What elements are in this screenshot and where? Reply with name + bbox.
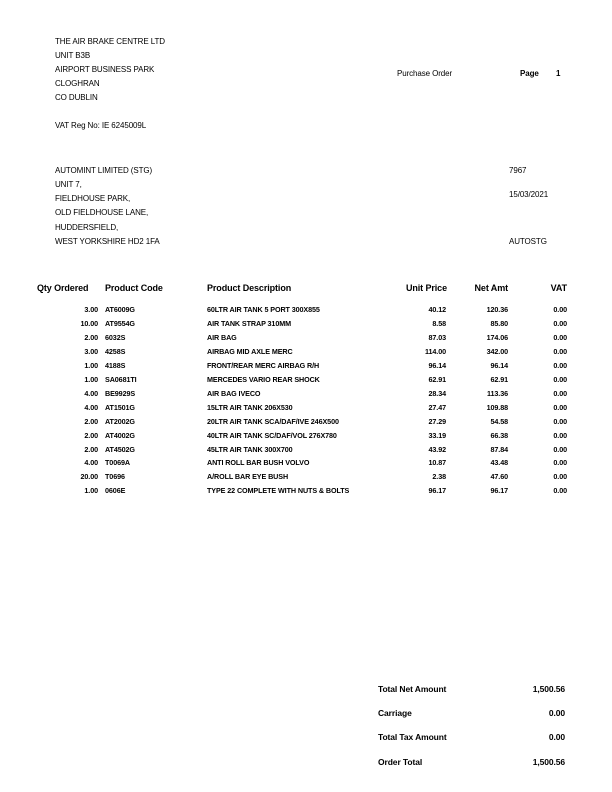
cell-qty: 3.00	[84, 346, 98, 356]
cell-vat: 0.00	[553, 360, 567, 370]
cell-product-code: BE9929S	[105, 388, 136, 398]
order-date: 15/03/2021	[509, 190, 549, 199]
order-number: 7967	[509, 166, 527, 175]
cell-product-code: AT6009G	[105, 305, 135, 314]
cell-unit-price: 27.47	[428, 402, 446, 412]
cell-product-description: FRONT/REAR MERC AIRBAG R/H	[207, 360, 320, 370]
cell-net-amt: 342.00	[486, 346, 508, 356]
cell-product-description: ANTI ROLL BAR BUSH VOLVO	[207, 458, 310, 468]
cell-unit-price: 43.92	[428, 444, 446, 454]
cell-product-description: 15LTR AIR TANK 206X530	[207, 402, 293, 412]
supplier-address-line: CO DUBLIN	[55, 93, 98, 102]
cell-vat: 0.00	[553, 332, 567, 342]
customer-address-line: WEST YORKSHIRE HD2 1FA	[55, 237, 160, 246]
cell-vat: 0.00	[553, 318, 567, 328]
carriage-label: Carriage	[378, 708, 412, 718]
total-tax-amount-value: 0.00	[548, 732, 565, 742]
order-total-value: 1,500.56	[532, 757, 565, 767]
cell-qty: 1.00	[84, 486, 98, 496]
table-row	[0, 305, 612, 317]
table-row	[0, 333, 612, 345]
cell-unit-price: 96.14	[428, 360, 446, 370]
cell-qty: 3.00	[84, 305, 98, 314]
cell-qty: 2.00	[84, 430, 98, 440]
cell-net-amt: 66.38	[490, 430, 508, 440]
cell-qty: 4.00	[84, 458, 98, 468]
cell-product-description: AIR BAG IVECO	[207, 388, 261, 398]
header-vat: VAT	[550, 283, 567, 293]
cell-unit-price: 40.12	[428, 305, 446, 314]
cell-qty: 2.00	[84, 416, 98, 426]
customer-address-line: UNIT 7,	[55, 180, 82, 189]
cell-net-amt: 43.48	[490, 458, 508, 468]
cell-product-code: 0606E	[105, 486, 126, 496]
cell-net-amt: 85.80	[490, 318, 508, 328]
table-row	[0, 486, 612, 498]
cell-net-amt: 54.58	[490, 416, 508, 426]
cell-product-code: 4188S	[105, 360, 126, 370]
cell-product-code: 6032S	[105, 332, 126, 342]
table-row	[0, 445, 612, 457]
cell-qty: 10.00	[80, 318, 98, 328]
total-tax-amount-label: Total Tax Amount	[378, 732, 447, 742]
table-row	[0, 458, 612, 470]
cell-net-amt: 174.06	[486, 332, 508, 342]
account-code: AUTOSTG	[509, 237, 547, 246]
total-net-amount-value: 1,500.56	[532, 684, 565, 694]
cell-qty: 4.00	[84, 388, 98, 398]
cell-product-description: TYPE 22 COMPLETE WITH NUTS & BOLTS	[207, 486, 350, 496]
supplier-address-line: AIRPORT BUSINESS PARK	[55, 65, 155, 74]
table-row	[0, 389, 612, 401]
cell-qty: 2.00	[84, 444, 98, 454]
cell-product-code: AT4002G	[105, 430, 135, 440]
table-row	[0, 403, 612, 415]
supplier-address-line: CLOGHRAN	[55, 79, 100, 88]
supplier-name: THE AIR BRAKE CENTRE LTD	[55, 37, 165, 46]
cell-net-amt: 96.17	[490, 486, 508, 496]
cell-product-description: A/ROLL BAR EYE BUSH	[207, 472, 289, 482]
table-row	[0, 347, 612, 359]
cell-vat: 0.00	[553, 430, 567, 440]
cell-unit-price: 87.03	[428, 332, 446, 342]
cell-product-description: 60LTR AIR TANK 5 PORT 300X855	[207, 305, 320, 314]
customer-address-line: OLD FIELDHOUSE LANE,	[55, 208, 149, 217]
cell-qty: 20.00	[80, 472, 98, 482]
vat-reg-number: VAT Reg No: IE 6245009L	[55, 121, 147, 130]
cell-net-amt: 62.91	[490, 374, 508, 384]
table-row	[0, 319, 612, 331]
table-row	[0, 375, 612, 387]
cell-qty: 2.00	[84, 332, 98, 342]
cell-qty: 1.00	[84, 360, 98, 370]
cell-product-description: 20LTR AIR TANK SCA/DAF/IVE 246X500	[207, 416, 339, 426]
cell-unit-price: 62.91	[428, 374, 446, 384]
cell-product-description: 45LTR AIR TANK 300X700	[207, 444, 293, 454]
cell-product-code: 4258S	[105, 346, 126, 356]
cell-unit-price: 114.00	[425, 346, 446, 356]
cell-vat: 0.00	[553, 486, 567, 496]
header-unit-price: Unit Price	[405, 283, 447, 293]
cell-product-code: AT9554G	[105, 318, 135, 328]
cell-vat: 0.00	[553, 416, 567, 426]
cell-product-description: AIR BAG	[207, 332, 237, 342]
customer-address-line: HUDDERSFIELD,	[55, 223, 119, 232]
cell-qty: 1.00	[84, 374, 98, 384]
table-row	[0, 361, 612, 373]
table-row	[0, 417, 612, 429]
header-net-amt: Net Amt	[474, 283, 508, 293]
cell-product-code: T0069A	[105, 458, 130, 468]
document-title: Purchase Order	[397, 69, 453, 78]
cell-product-code: T0696	[105, 472, 125, 482]
page-number: 1	[556, 69, 561, 78]
customer-name: AUTOMINT LIMITED (STG)	[55, 166, 153, 175]
cell-net-amt: 87.84	[490, 444, 508, 454]
cell-vat: 0.00	[553, 346, 567, 356]
header-product-description: Product Description	[207, 283, 292, 293]
customer-address-line: FIELDHOUSE PARK,	[55, 194, 131, 203]
carriage-value: 0.00	[548, 708, 565, 718]
cell-vat: 0.00	[553, 444, 567, 454]
cell-net-amt: 109.88	[486, 402, 508, 412]
cell-net-amt: 113.36	[487, 388, 508, 398]
cell-net-amt: 96.14	[490, 360, 508, 370]
cell-unit-price: 27.29	[428, 416, 446, 426]
header-qty-ordered: Qty Ordered	[37, 283, 89, 293]
cell-product-description: MERCEDES VARIO REAR SHOCK	[207, 374, 320, 384]
cell-unit-price: 33.19	[428, 430, 446, 440]
table-row	[0, 472, 612, 484]
cell-unit-price: 28.34	[428, 388, 446, 398]
cell-vat: 0.00	[553, 458, 567, 468]
cell-product-code: AT1501G	[105, 402, 135, 412]
cell-unit-price: 10.87	[428, 458, 446, 468]
cell-vat: 0.00	[553, 472, 567, 482]
cell-net-amt: 120.36	[486, 305, 508, 314]
page-label: Page	[520, 69, 539, 78]
supplier-address-line: UNIT B3B	[55, 51, 91, 60]
cell-vat: 0.00	[553, 388, 567, 398]
cell-vat: 0.00	[553, 305, 567, 314]
cell-product-code: AT4502G	[105, 444, 135, 454]
cell-product-description: AIR TANK STRAP 310MM	[207, 318, 291, 328]
cell-product-description: AIRBAG MID AXLE MERC	[207, 346, 293, 356]
cell-net-amt: 47.60	[490, 472, 508, 482]
order-total-label: Order Total	[378, 757, 423, 767]
cell-unit-price: 8.58	[432, 318, 446, 328]
header-product-code: Product Code	[105, 283, 163, 293]
cell-product-code: SA0681TI	[105, 374, 137, 384]
cell-product-code: AT2002G	[105, 416, 135, 426]
cell-product-description: 40LTR AIR TANK SC/DAF/VOL 276X780	[207, 430, 337, 440]
cell-vat: 0.00	[553, 402, 567, 412]
cell-vat: 0.00	[553, 374, 567, 384]
table-row	[0, 431, 612, 443]
cell-unit-price: 96.17	[428, 486, 446, 496]
cell-unit-price: 2.38	[432, 472, 446, 482]
cell-qty: 4.00	[84, 402, 98, 412]
total-net-amount-label: Total Net Amount	[378, 684, 447, 694]
